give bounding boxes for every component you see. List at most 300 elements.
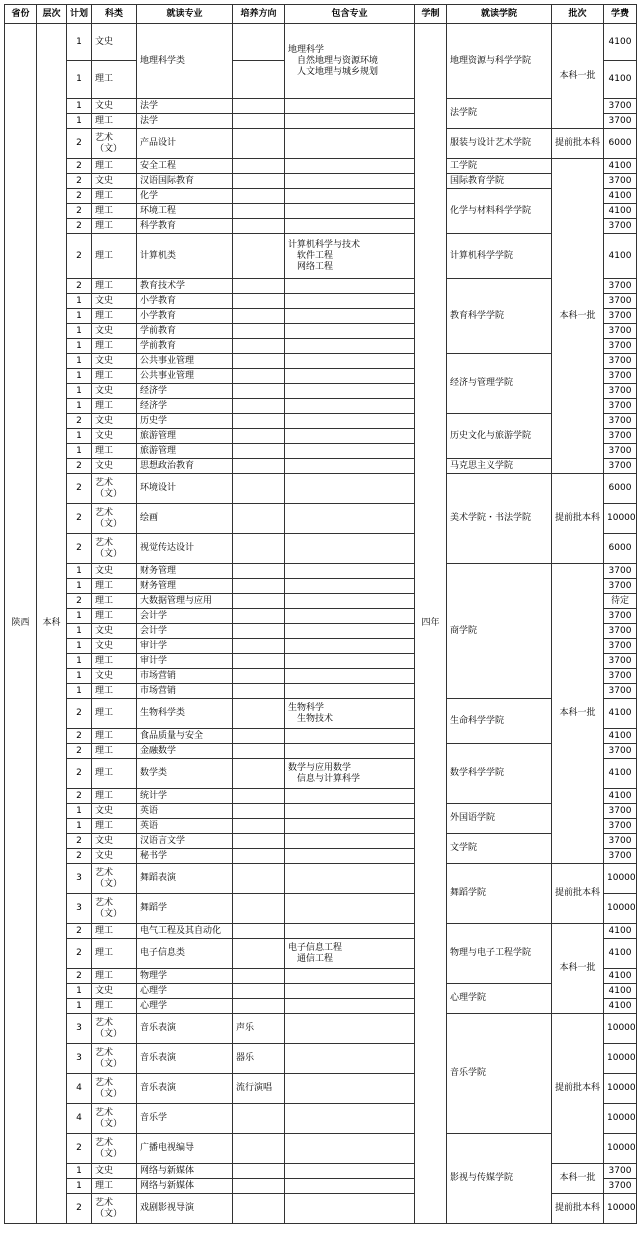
table-row xyxy=(5,924,637,939)
major-cell: 汉语言文学 xyxy=(137,834,233,849)
subject-cell: 艺术（文） xyxy=(92,1194,137,1224)
fee-cell: 3700 xyxy=(604,99,637,114)
plan-cell: 1 xyxy=(67,369,92,384)
major-cell: 化学 xyxy=(137,189,233,204)
subject-cell: 理工 xyxy=(92,654,137,669)
direction-cell xyxy=(233,1134,285,1164)
contains-cell: 计算机科学与技术 软件工程 网络工程 xyxy=(285,234,415,279)
direction-cell xyxy=(233,459,285,474)
major-cell: 审计学 xyxy=(137,639,233,654)
subject-cell: 文史 xyxy=(92,564,137,579)
fee-cell: 10000 xyxy=(604,1104,637,1134)
plan-cell: 1 xyxy=(67,984,92,999)
subject-cell: 艺术（文） xyxy=(92,894,137,924)
contains-cell xyxy=(285,564,415,579)
fee-cell: 3700 xyxy=(604,429,637,444)
major-cell: 旅游管理 xyxy=(137,444,233,459)
table-row xyxy=(5,834,637,849)
major-cell: 旅游管理 xyxy=(137,429,233,444)
fee-cell: 10000 xyxy=(604,1134,637,1164)
direction-cell xyxy=(233,444,285,459)
direction-cell xyxy=(233,399,285,414)
fee-cell: 3700 xyxy=(604,834,637,849)
major-cell: 公共事业管理 xyxy=(137,369,233,384)
direction-cell xyxy=(233,354,285,369)
direction-cell xyxy=(233,1194,285,1224)
direction-cell: 器乐 xyxy=(233,1044,285,1074)
plan-cell: 1 xyxy=(67,804,92,819)
plan-cell: 2 xyxy=(67,279,92,294)
subject-cell: 艺术（文） xyxy=(92,1044,137,1074)
contains-cell xyxy=(285,924,415,939)
contains-cell xyxy=(285,159,415,174)
batch-cell: 提前批本科 xyxy=(552,864,604,924)
table-row xyxy=(5,474,637,504)
fee-cell: 4100 xyxy=(604,204,637,219)
plan-cell: 2 xyxy=(67,744,92,759)
direction-cell: 声乐 xyxy=(233,1014,285,1044)
plan-cell: 1 xyxy=(67,639,92,654)
direction-cell xyxy=(233,729,285,744)
plan-cell: 2 xyxy=(67,924,92,939)
subject-cell: 文史 xyxy=(92,984,137,999)
subject-cell: 理工 xyxy=(92,759,137,789)
fee-cell: 10000 xyxy=(604,1014,637,1044)
fee-cell: 3700 xyxy=(604,279,637,294)
subject-cell: 艺术（文） xyxy=(92,864,137,894)
plan-cell: 3 xyxy=(67,1044,92,1074)
plan-cell: 1 xyxy=(67,999,92,1014)
subject-cell: 艺术（文） xyxy=(92,1014,137,1044)
fee-cell: 4100 xyxy=(604,969,637,984)
major-cell: 英语 xyxy=(137,819,233,834)
major-cell: 教育技术学 xyxy=(137,279,233,294)
plan-cell: 1 xyxy=(67,609,92,624)
major-cell: 经济学 xyxy=(137,384,233,399)
major-cell: 小学教育 xyxy=(137,294,233,309)
subject-cell: 艺术（文） xyxy=(92,504,137,534)
subject-cell: 艺术（文） xyxy=(92,1104,137,1134)
subject-cell: 文史 xyxy=(92,639,137,654)
contains-cell xyxy=(285,789,415,804)
major-cell: 审计学 xyxy=(137,654,233,669)
fee-cell: 3700 xyxy=(604,564,637,579)
direction-cell xyxy=(233,24,285,61)
contains-cell xyxy=(285,99,415,114)
fee-cell: 4100 xyxy=(604,939,637,969)
contains-cell xyxy=(285,639,415,654)
plan-cell: 2 xyxy=(67,1134,92,1164)
batch-cell: 本科一批 xyxy=(552,24,604,129)
fee-cell: 4100 xyxy=(604,189,637,204)
direction-cell xyxy=(233,174,285,189)
direction-cell xyxy=(233,669,285,684)
subject-cell: 艺术（文） xyxy=(92,534,137,564)
major-cell: 舞蹈学 xyxy=(137,894,233,924)
direction-cell xyxy=(233,639,285,654)
subject-cell: 文史 xyxy=(92,294,137,309)
contains-cell: 电子信息工程 通信工程 xyxy=(285,939,415,969)
direction-cell xyxy=(233,924,285,939)
fee-cell: 10000 xyxy=(604,1074,637,1104)
direction-cell xyxy=(233,1179,285,1194)
subject-cell: 理工 xyxy=(92,744,137,759)
contains-cell xyxy=(285,339,415,354)
contains-cell xyxy=(285,504,415,534)
header-level: 层次 xyxy=(37,5,67,24)
subject-cell: 文史 xyxy=(92,834,137,849)
direction-cell xyxy=(233,969,285,984)
college-cell: 心理学院 xyxy=(447,984,552,1014)
plan-cell: 2 xyxy=(67,174,92,189)
direction-cell xyxy=(233,819,285,834)
major-cell: 统计学 xyxy=(137,789,233,804)
major-cell: 学前教育 xyxy=(137,339,233,354)
direction-cell xyxy=(233,474,285,504)
major-cell: 舞蹈表演 xyxy=(137,864,233,894)
plan-cell: 1 xyxy=(67,819,92,834)
table-row xyxy=(5,804,637,819)
major-cell: 视觉传达设计 xyxy=(137,534,233,564)
subject-cell: 文史 xyxy=(92,99,137,114)
plan-cell: 2 xyxy=(67,534,92,564)
contains-cell xyxy=(285,999,415,1014)
subject-cell: 理工 xyxy=(92,819,137,834)
header-contains: 包含专业 xyxy=(285,5,415,24)
fee-cell: 3700 xyxy=(604,414,637,429)
batch-cell: 提前批本科 xyxy=(552,474,604,564)
subject-cell: 理工 xyxy=(92,684,137,699)
table-row xyxy=(5,234,637,279)
fee-cell: 3700 xyxy=(604,294,637,309)
contains-cell xyxy=(285,1134,415,1164)
subject-cell: 文史 xyxy=(92,354,137,369)
plan-cell: 4 xyxy=(67,1074,92,1104)
table-row xyxy=(5,189,637,204)
direction-cell xyxy=(233,234,285,279)
direction-cell xyxy=(233,219,285,234)
fee-cell: 3700 xyxy=(604,309,637,324)
subject-cell: 文史 xyxy=(92,669,137,684)
major-cell: 思想政治教育 xyxy=(137,459,233,474)
contains-cell xyxy=(285,969,415,984)
table-row xyxy=(5,1134,637,1164)
contains-cell xyxy=(285,594,415,609)
major-cell: 物理学 xyxy=(137,969,233,984)
fee-cell: 4100 xyxy=(604,789,637,804)
college-cell: 教育科学学院 xyxy=(447,279,552,354)
batch-cell: 提前批本科 xyxy=(552,1194,604,1224)
subject-cell: 文史 xyxy=(92,1164,137,1179)
plan-cell: 3 xyxy=(67,864,92,894)
header-batch: 批次 xyxy=(552,5,604,24)
fee-cell: 10000 xyxy=(604,1194,637,1224)
table-row xyxy=(5,354,637,369)
college-cell: 计算机科学学院 xyxy=(447,234,552,279)
fee-cell: 10000 xyxy=(604,504,637,534)
major-cell: 汉语国际教育 xyxy=(137,174,233,189)
fee-cell: 3700 xyxy=(604,369,637,384)
direction-cell xyxy=(233,564,285,579)
contains-cell xyxy=(285,894,415,924)
contains-cell xyxy=(285,1179,415,1194)
direction-cell xyxy=(233,369,285,384)
college-cell: 服装与设计艺术学院 xyxy=(447,129,552,159)
table-row xyxy=(5,744,637,759)
header-row xyxy=(5,5,637,24)
college-cell: 文学院 xyxy=(447,834,552,864)
subject-cell: 文史 xyxy=(92,324,137,339)
college-cell: 商学院 xyxy=(447,564,552,699)
table-body xyxy=(5,24,637,1224)
header-plan: 计划 xyxy=(67,5,92,24)
college-cell: 马克思主义学院 xyxy=(447,459,552,474)
province-cell: 陕西 xyxy=(5,24,37,1224)
direction-cell xyxy=(233,984,285,999)
major-cell: 历史学 xyxy=(137,414,233,429)
direction-cell xyxy=(233,699,285,729)
plan-cell: 4 xyxy=(67,1104,92,1134)
plan-cell: 2 xyxy=(67,1194,92,1224)
direction-cell xyxy=(233,579,285,594)
major-cell: 环境设计 xyxy=(137,474,233,504)
fee-cell: 3700 xyxy=(604,444,637,459)
subject-cell: 理工 xyxy=(92,399,137,414)
direction-cell xyxy=(233,609,285,624)
subject-cell: 理工 xyxy=(92,789,137,804)
subject-cell: 文史 xyxy=(92,429,137,444)
contains-cell xyxy=(285,444,415,459)
plan-cell: 1 xyxy=(67,309,92,324)
subject-cell: 理工 xyxy=(92,159,137,174)
table-row xyxy=(5,99,637,114)
plan-cell: 2 xyxy=(67,234,92,279)
plan-cell: 2 xyxy=(67,159,92,174)
contains-cell xyxy=(285,804,415,819)
direction-cell xyxy=(233,894,285,924)
major-cell: 网络与新媒体 xyxy=(137,1179,233,1194)
college-cell: 化学与材料科学学院 xyxy=(447,189,552,234)
college-cell: 影视与传媒学院 xyxy=(447,1134,552,1224)
contains-cell xyxy=(285,609,415,624)
fee-cell: 10000 xyxy=(604,864,637,894)
contains-cell xyxy=(285,369,415,384)
plan-cell: 1 xyxy=(67,654,92,669)
plan-cell: 1 xyxy=(67,444,92,459)
header-duration: 学制 xyxy=(415,5,447,24)
contains-cell xyxy=(285,324,415,339)
major-cell: 食品质量与安全 xyxy=(137,729,233,744)
plan-cell: 2 xyxy=(67,189,92,204)
major-cell: 环境工程 xyxy=(137,204,233,219)
table-row xyxy=(5,279,637,294)
plan-cell: 2 xyxy=(67,699,92,729)
contains-cell xyxy=(285,684,415,699)
direction-cell xyxy=(233,759,285,789)
direction-cell xyxy=(233,849,285,864)
direction-cell xyxy=(233,114,285,129)
fee-cell: 3700 xyxy=(604,669,637,684)
contains-cell xyxy=(285,1044,415,1074)
subject-cell: 理工 xyxy=(92,309,137,324)
subject-cell: 艺术（文） xyxy=(92,1134,137,1164)
plan-cell: 2 xyxy=(67,759,92,789)
contains-cell xyxy=(285,414,415,429)
major-cell: 戏剧影视导演 xyxy=(137,1194,233,1224)
duration-cell: 四年 xyxy=(415,24,447,1224)
fee-cell: 3700 xyxy=(604,354,637,369)
major-cell: 会计学 xyxy=(137,609,233,624)
college-cell: 地理资源与科学学院 xyxy=(447,24,552,99)
major-cell: 音乐表演 xyxy=(137,1044,233,1074)
direction-cell xyxy=(233,384,285,399)
major-cell: 音乐表演 xyxy=(137,1074,233,1104)
major-cell: 财务管理 xyxy=(137,564,233,579)
major-cell: 科学教育 xyxy=(137,219,233,234)
plan-cell: 1 xyxy=(67,669,92,684)
major-cell: 公共事业管理 xyxy=(137,354,233,369)
subject-cell: 理工 xyxy=(92,219,137,234)
direction-cell xyxy=(233,429,285,444)
college-cell: 经济与管理学院 xyxy=(447,354,552,414)
fee-cell: 3700 xyxy=(604,324,637,339)
subject-cell: 文史 xyxy=(92,624,137,639)
major-cell: 英语 xyxy=(137,804,233,819)
plan-cell: 1 xyxy=(67,324,92,339)
fee-cell: 4100 xyxy=(604,984,637,999)
enrollment-plan-table xyxy=(4,4,637,1224)
direction-cell xyxy=(233,744,285,759)
subject-cell: 艺术（文） xyxy=(92,474,137,504)
major-cell: 心理学 xyxy=(137,984,233,999)
header-major: 就读专业 xyxy=(137,5,233,24)
fee-cell: 3700 xyxy=(604,399,637,414)
plan-cell: 2 xyxy=(67,414,92,429)
direction-cell xyxy=(233,534,285,564)
plan-cell: 1 xyxy=(67,399,92,414)
plan-cell: 1 xyxy=(67,24,92,61)
subject-cell: 理工 xyxy=(92,444,137,459)
fee-cell: 6000 xyxy=(604,534,637,564)
major-cell: 学前教育 xyxy=(137,324,233,339)
fee-cell: 3700 xyxy=(604,1179,637,1194)
contains-cell xyxy=(285,354,415,369)
direction-cell xyxy=(233,99,285,114)
plan-cell: 1 xyxy=(67,99,92,114)
contains-cell xyxy=(285,219,415,234)
major-cell: 心理学 xyxy=(137,999,233,1014)
plan-cell: 2 xyxy=(67,729,92,744)
subject-cell: 文史 xyxy=(92,174,137,189)
plan-cell: 2 xyxy=(67,969,92,984)
major-cell: 法学 xyxy=(137,114,233,129)
contains-cell xyxy=(285,309,415,324)
contains-cell xyxy=(285,864,415,894)
contains-cell xyxy=(285,624,415,639)
major-cell: 财务管理 xyxy=(137,579,233,594)
plan-cell: 1 xyxy=(67,564,92,579)
major-cell: 金融数学 xyxy=(137,744,233,759)
direction-cell xyxy=(233,789,285,804)
plan-cell: 3 xyxy=(67,1014,92,1044)
level-cell: 本科 xyxy=(37,24,67,1224)
fee-cell: 3700 xyxy=(604,639,637,654)
major-cell: 广播电视编导 xyxy=(137,1134,233,1164)
contains-cell xyxy=(285,189,415,204)
fee-cell: 6000 xyxy=(604,129,637,159)
major-cell: 秘书学 xyxy=(137,849,233,864)
direction-cell xyxy=(233,504,285,534)
contains-cell xyxy=(285,174,415,189)
plan-cell: 1 xyxy=(67,339,92,354)
fee-cell: 待定 xyxy=(604,594,637,609)
subject-cell: 文史 xyxy=(92,459,137,474)
contains-cell xyxy=(285,579,415,594)
college-cell: 生命科学学院 xyxy=(447,699,552,744)
contains-cell xyxy=(285,399,415,414)
plan-cell: 2 xyxy=(67,459,92,474)
plan-cell: 1 xyxy=(67,429,92,444)
direction-cell xyxy=(233,294,285,309)
plan-cell: 2 xyxy=(67,129,92,159)
fee-cell: 3700 xyxy=(604,849,637,864)
direction-cell xyxy=(233,339,285,354)
fee-cell: 4100 xyxy=(604,61,637,99)
batch-cell: 本科一批 xyxy=(552,1164,604,1194)
direction-cell xyxy=(233,1164,285,1179)
plan-cell: 1 xyxy=(67,579,92,594)
direction-cell xyxy=(233,804,285,819)
fee-cell: 4100 xyxy=(604,159,637,174)
subject-cell: 艺术（文） xyxy=(92,129,137,159)
table-row xyxy=(5,159,637,174)
contains-cell xyxy=(285,984,415,999)
contains-cell xyxy=(285,1074,415,1104)
fee-cell: 3700 xyxy=(604,624,637,639)
table-row xyxy=(5,459,637,474)
header-province: 省份 xyxy=(5,5,37,24)
contains-cell xyxy=(285,429,415,444)
plan-cell: 2 xyxy=(67,504,92,534)
contains-cell xyxy=(285,1194,415,1224)
direction-cell xyxy=(233,834,285,849)
fee-cell: 3700 xyxy=(604,609,637,624)
contains-cell xyxy=(285,474,415,504)
batch-cell: 提前批本科 xyxy=(552,1014,604,1164)
contains-cell xyxy=(285,654,415,669)
subject-cell: 理工 xyxy=(92,189,137,204)
subject-cell: 理工 xyxy=(92,369,137,384)
plan-cell: 1 xyxy=(67,1179,92,1194)
subject-cell: 理工 xyxy=(92,579,137,594)
contains-cell xyxy=(285,534,415,564)
subject-cell: 文史 xyxy=(92,414,137,429)
plan-cell: 2 xyxy=(67,474,92,504)
major-cell: 音乐表演 xyxy=(137,1014,233,1044)
contains-cell: 生物科学 生物技术 xyxy=(285,699,415,729)
plan-cell: 2 xyxy=(67,939,92,969)
contains-cell xyxy=(285,669,415,684)
fee-cell: 3700 xyxy=(604,339,637,354)
major-cell: 小学教育 xyxy=(137,309,233,324)
direction-cell xyxy=(233,624,285,639)
direction-cell xyxy=(233,129,285,159)
contains-cell xyxy=(285,294,415,309)
college-cell: 工学院 xyxy=(447,159,552,174)
fee-cell: 3700 xyxy=(604,744,637,759)
major-cell: 市场营销 xyxy=(137,684,233,699)
subject-cell: 理工 xyxy=(92,114,137,129)
